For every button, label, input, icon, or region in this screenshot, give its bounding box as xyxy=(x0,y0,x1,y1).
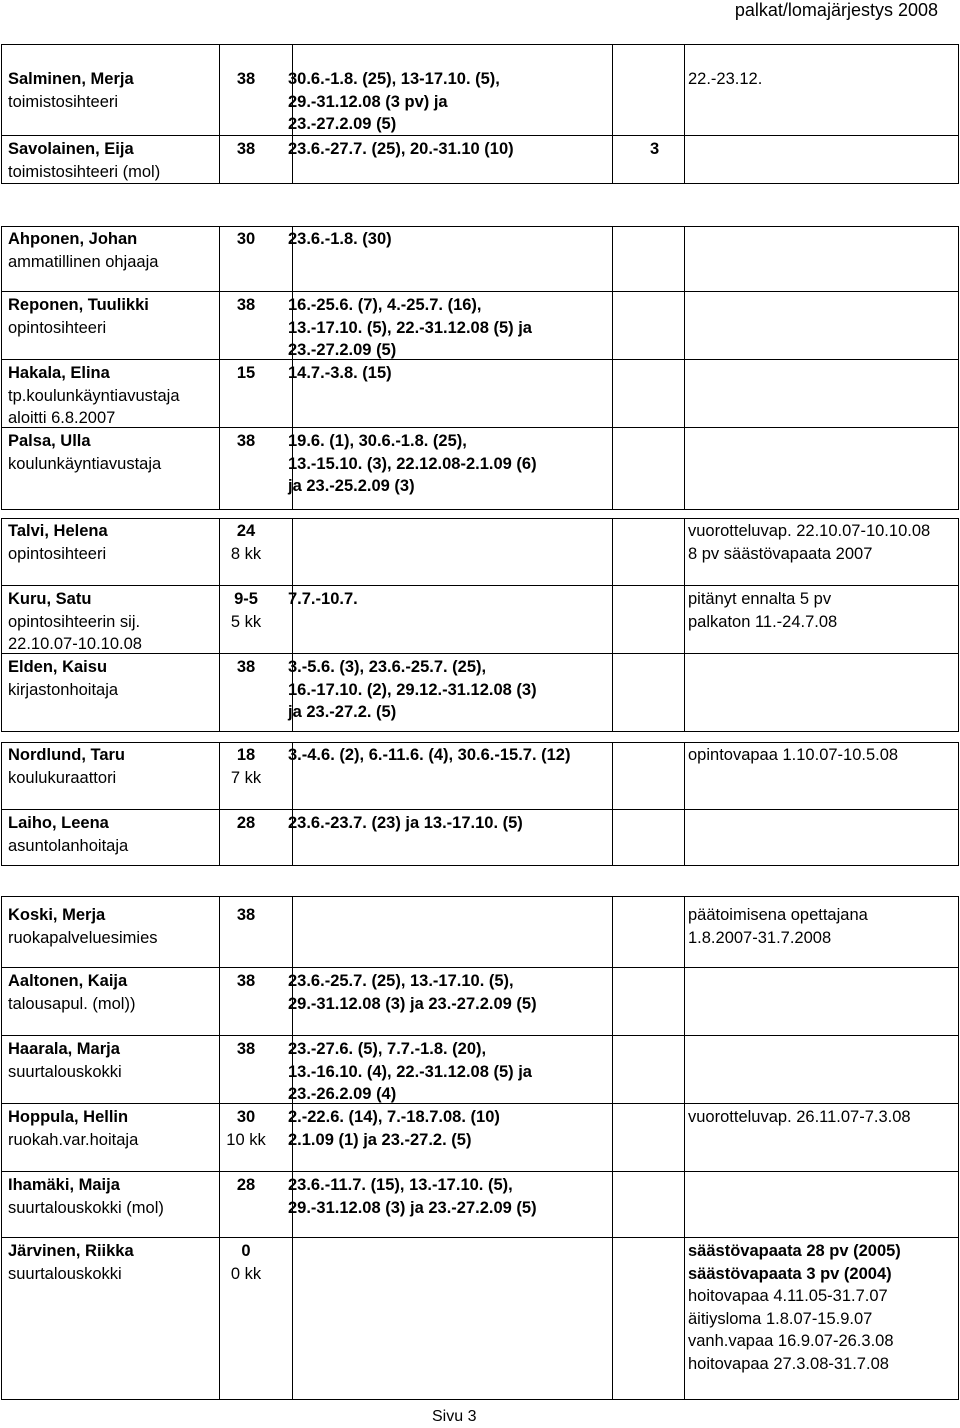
vacation-periods: ja 23.-27.2. (5) xyxy=(288,703,397,721)
staff-group xyxy=(1,896,959,1400)
row-divider xyxy=(2,1035,958,1036)
remark: hoitovapaa 27.3.08-31.7.08 xyxy=(688,1354,889,1373)
vacation-days: 0 xyxy=(241,1242,251,1260)
employee-title: toimistosihteeri (mol) xyxy=(8,162,161,181)
vacation-periods: 13.-16.10. (4), 22.-31.12.08 (5) ja xyxy=(288,1062,532,1081)
employee-title: asuntolanhoitaja xyxy=(8,836,129,855)
vacation-days: 38 xyxy=(236,432,256,450)
vacation-days: 38 xyxy=(236,658,256,676)
column-divider xyxy=(612,743,613,865)
vacation-periods: 23.-27.6. (5), 7.7.-1.8. (20), xyxy=(288,1040,487,1058)
vacation-days: 28 xyxy=(236,1176,256,1194)
employee-name: Kuru, Satu xyxy=(8,590,92,608)
extra-days: 3 xyxy=(650,140,660,158)
employee-title: toimistosihteeri xyxy=(8,92,119,111)
employee-name: Koski, Merja xyxy=(8,906,106,924)
row-divider xyxy=(2,427,958,428)
remark: vuorotteluvap. 22.10.07-10.10.08 xyxy=(688,522,931,540)
column-divider xyxy=(219,45,220,183)
staff-group xyxy=(1,44,959,184)
employee-title: suurtalouskokki xyxy=(8,1062,122,1081)
vacation-days: 38 xyxy=(236,972,256,990)
vacation-periods: 16.-25.6. (7), 4.-25.7. (16), xyxy=(288,296,482,314)
row-divider xyxy=(2,1237,958,1238)
column-divider xyxy=(612,227,613,509)
staff-group xyxy=(1,226,959,510)
row-divider xyxy=(2,585,958,586)
remark: hoitovapaa 4.11.05-31.7.07 xyxy=(688,1287,888,1305)
employee-name: Ihamäki, Maija xyxy=(8,1176,120,1194)
row-divider xyxy=(2,1171,958,1172)
remark: pitänyt ennalta 5 pv xyxy=(688,590,832,608)
page-footer: Sivu 3 xyxy=(432,1408,477,1425)
employee-name: Ahponen, Johan xyxy=(8,230,138,248)
column-divider xyxy=(684,743,685,865)
employee-title: talousapul. (mol)) xyxy=(8,994,136,1013)
employee-name: Nordlund, Taru xyxy=(8,746,126,764)
vacation-periods: 2.1.09 (1) ja 23.-27.2. (5) xyxy=(288,1130,472,1149)
employee-name: Salminen, Merja xyxy=(8,70,134,88)
remark: äitiysloma 1.8.07-15.9.07 xyxy=(688,1309,873,1328)
row-divider xyxy=(2,809,958,810)
employee-title: koulunkäyntiavustaja xyxy=(8,454,162,473)
employee-name: Elden, Kaisu xyxy=(8,658,108,676)
employee-name: Järvinen, Riikka xyxy=(8,1242,134,1260)
vacation-periods: 19.6. (1), 30.6.-1.8. (25), xyxy=(288,432,467,450)
employee-name: Laiho, Leena xyxy=(8,814,109,832)
vacation-days: 24 xyxy=(236,522,256,540)
remark: päätoimisena opettajana xyxy=(688,906,868,924)
row-divider xyxy=(2,967,958,968)
vacation-periods: 2.-22.6. (14), 7.-18.7.08. (10) xyxy=(288,1108,500,1126)
vacation-periods: 29.-31.12.08 (3) ja 23.-27.2.09 (5) xyxy=(288,1198,537,1217)
employee-title: opintosihteeri xyxy=(8,544,107,563)
remark: säästövapaata 3 pv (2004) xyxy=(688,1264,892,1283)
months-worked: 0 kk xyxy=(230,1264,262,1283)
vacation-periods: 23.6.-23.7. (23) ja 13.-17.10. (5) xyxy=(288,814,523,832)
employee-name: Hoppula, Hellin xyxy=(8,1108,129,1126)
vacation-days: 18 xyxy=(236,746,256,764)
row-divider xyxy=(2,653,958,654)
remark: vuorotteluvap. 26.11.07-7.3.08 xyxy=(688,1108,911,1126)
employee-name: Talvi, Helena xyxy=(8,522,108,540)
vacation-days: 30 xyxy=(236,1108,256,1126)
vacation-periods: 23.-27.2.09 (5) xyxy=(288,115,397,133)
remark: palkaton 11.-24.7.08 xyxy=(688,612,838,631)
employee-name: Savolainen, Eija xyxy=(8,140,134,158)
staff-group xyxy=(1,742,959,866)
remark: 1.8.2007-31.7.2008 xyxy=(688,928,832,947)
months-worked: 10 kk xyxy=(226,1130,266,1149)
column-divider xyxy=(684,45,685,183)
vacation-periods: 14.7.-3.8. (15) xyxy=(288,364,392,382)
column-divider xyxy=(612,45,613,183)
employee-name: Reponen, Tuulikki xyxy=(8,296,149,314)
vacation-periods: 23.-26.2.09 (4) xyxy=(288,1085,397,1103)
vacation-days: 38 xyxy=(236,296,256,314)
employee-title: kirjastonhoitaja xyxy=(8,680,119,699)
vacation-periods: 30.6.-1.8. (25), 13-17.10. (5), xyxy=(288,70,500,88)
vacation-periods: 7.7.-10.7. xyxy=(288,590,358,608)
employee-title: suurtalouskokki xyxy=(8,1264,122,1283)
row-divider xyxy=(2,135,958,136)
employee-title: ruokapalveluesimies xyxy=(8,928,158,947)
employee-title: ruokah.var.hoitaja xyxy=(8,1130,139,1149)
vacation-periods: 3.-5.6. (3), 23.6.-25.7. (25), xyxy=(288,658,487,676)
employee-name: Hakala, Elina xyxy=(8,364,110,382)
employee-title: opintosihteeri xyxy=(8,318,107,337)
page-header: palkat/lomajärjestys 2008 xyxy=(734,0,938,20)
employee-name: Aaltonen, Kaija xyxy=(8,972,128,990)
column-divider xyxy=(612,897,613,1399)
remark: vanh.vapaa 16.9.07-26.3.08 xyxy=(688,1332,894,1350)
employee-note: 22.10.07-10.10.08 xyxy=(8,635,142,653)
row-divider xyxy=(2,291,958,292)
employee-title: ammatillinen ohjaaja xyxy=(8,252,159,271)
vacation-days: 38 xyxy=(236,70,256,88)
employee-title: opintosihteerin sij. xyxy=(8,612,141,631)
vacation-periods: ja 23.-25.2.09 (3) xyxy=(288,477,415,495)
employee-title: tp.koulunkäyntiavustaja xyxy=(8,386,180,405)
vacation-periods: 23.6.-11.7. (15), 13.-17.10. (5), xyxy=(288,1176,513,1194)
employee-title: suurtalouskokki (mol) xyxy=(8,1198,164,1217)
employee-note: aloitti 6.8.2007 xyxy=(8,409,116,427)
remark: 22.-23.12. xyxy=(688,70,763,88)
column-divider xyxy=(684,897,685,1399)
remark: opintovapaa 1.10.07-10.5.08 xyxy=(688,746,899,764)
row-divider xyxy=(2,359,958,360)
vacation-days: 28 xyxy=(236,814,256,832)
months-worked: 7 kk xyxy=(230,768,262,787)
vacation-periods: 29.-31.12.08 (3) ja 23.-27.2.09 (5) xyxy=(288,994,537,1013)
vacation-days: 38 xyxy=(236,140,256,158)
months-worked: 5 kk xyxy=(230,612,262,631)
remark: säästövapaata 28 pv (2005) xyxy=(688,1242,901,1260)
employee-title: koulukuraattori xyxy=(8,768,117,787)
employee-name: Haarala, Marja xyxy=(8,1040,120,1058)
vacation-periods: 13.-15.10. (3), 22.12.08-2.1.09 (6) xyxy=(288,454,537,473)
vacation-periods: 3.-4.6. (2), 6.-11.6. (4), 30.6.-15.7. (12) xyxy=(288,746,571,764)
months-worked: 8 kk xyxy=(230,544,262,563)
vacation-days: 38 xyxy=(236,906,256,924)
vacation-periods: 23.6.-1.8. (30) xyxy=(288,230,392,248)
remark: 8 pv säästövapaata 2007 xyxy=(688,544,873,563)
vacation-days: 38 xyxy=(236,1040,256,1058)
vacation-periods: 23.6.-25.7. (25), 13.-17.10. (5), xyxy=(288,972,514,990)
vacation-days: 15 xyxy=(236,364,256,382)
vacation-periods: 23.-27.2.09 (5) xyxy=(288,341,397,359)
vacation-periods: 16.-17.10. (2), 29.12.-31.12.08 (3) xyxy=(288,680,537,699)
column-divider xyxy=(684,519,685,731)
row-divider xyxy=(2,1103,958,1104)
vacation-days: 9-5 xyxy=(234,590,258,608)
column-divider xyxy=(684,227,685,509)
vacation-days: 30 xyxy=(236,230,256,248)
vacation-periods: 29.-31.12.08 (3 pv) ja xyxy=(288,92,448,111)
vacation-periods: 13.-17.10. (5), 22.-31.12.08 (5) ja xyxy=(288,318,532,337)
vacation-periods: 23.6.-27.7. (25), 20.-31.10 (10) xyxy=(288,140,514,158)
column-divider xyxy=(612,519,613,731)
employee-name: Palsa, Ulla xyxy=(8,432,91,450)
staff-group xyxy=(1,518,959,732)
